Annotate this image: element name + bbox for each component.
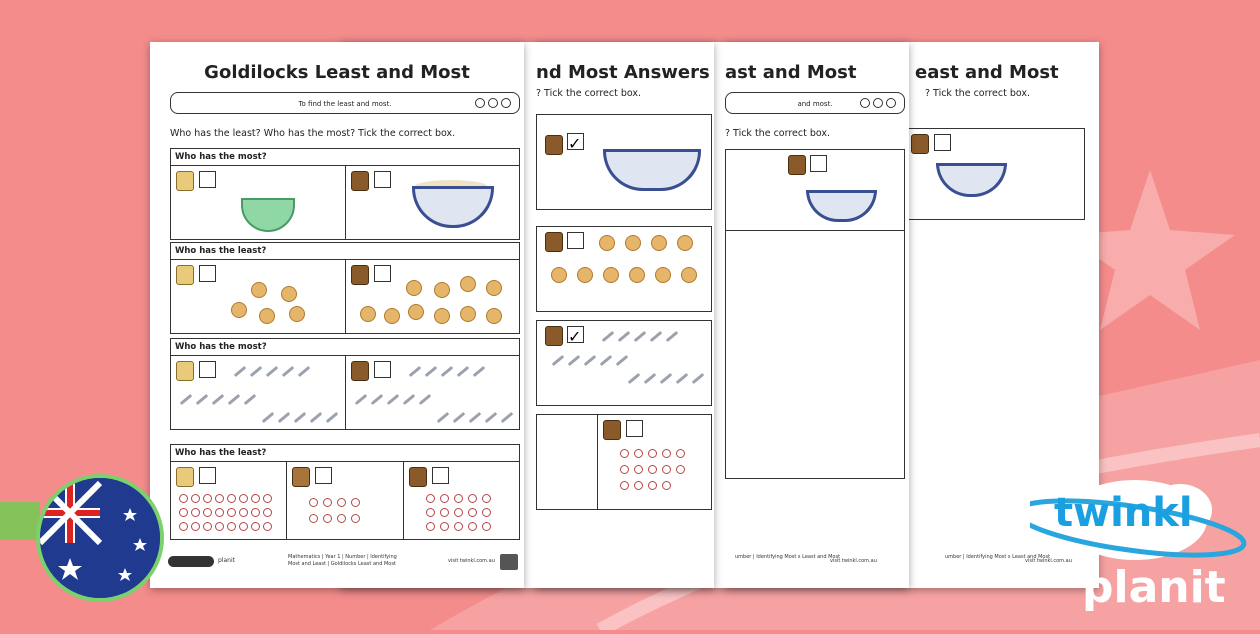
tick-box[interactable]: [199, 171, 216, 188]
answer-cell: [906, 129, 1084, 219]
answer-cell: [537, 321, 711, 405]
objective-box: and most.: [725, 92, 905, 114]
answer-cell: [537, 115, 711, 209]
worksheet-page-1: [150, 42, 524, 588]
answer-cell-goldilocks: [171, 356, 346, 429]
twinkl-wordmark: twinkl: [1054, 490, 1193, 536]
bowl-icon: [806, 190, 877, 222]
objective-box: [170, 92, 520, 114]
objective-text: To find the least and most.: [298, 100, 392, 108]
instruction: Who has the least? Who has the most? Tick the correct box.: [170, 128, 456, 139]
answer-cell: [726, 150, 904, 231]
section: [905, 128, 1085, 220]
bowl-icon: [603, 149, 701, 191]
section: [536, 226, 712, 312]
planit-wordmark: planit: [1082, 562, 1226, 613]
answer-cell-bear: [346, 166, 520, 239]
quality-badge-icon: [500, 554, 518, 570]
answer-cell-bear: [346, 356, 520, 429]
bear-icon: [545, 326, 563, 346]
curriculum-text: Mathematics | Year 1 | Number | Identifying Most and Least | Goldilocks Least and Most: [288, 554, 397, 567]
answer-cell-goldilocks: [171, 462, 287, 539]
section-least-biscuits: [170, 242, 520, 334]
answer-cell: [537, 227, 711, 311]
instruction: ? Tick the correct box.: [925, 88, 1031, 99]
tick-box[interactable]: [374, 265, 391, 282]
goldilocks-icon: [176, 171, 194, 191]
page-title: east and Most: [915, 62, 1059, 83]
answer-cell-father-bear: [404, 462, 519, 539]
section: [536, 414, 712, 510]
tick-box[interactable]: [626, 420, 643, 437]
tick-box[interactable]: [199, 265, 216, 282]
section-most-spoons: [170, 338, 520, 430]
planit-label: planit: [218, 557, 235, 564]
tick-box[interactable]: [432, 467, 449, 484]
page-title: Goldilocks Least and Most: [204, 62, 470, 83]
blue-bowl-icon: [412, 186, 494, 228]
section-heading: Who has the least?: [171, 445, 519, 462]
goldilocks-icon: [176, 361, 194, 381]
bear-icon: [911, 134, 929, 154]
answer-cell-bear: [346, 260, 520, 333]
footer: umber | Identifying Most s Least and Most visit twinkl.com.au: [735, 554, 877, 564]
answer-cell: [598, 415, 711, 509]
section-heading: Who has the least?: [171, 243, 519, 260]
bear-icon: [603, 420, 621, 440]
section-heading: Who has the most?: [171, 149, 519, 166]
instruction: ? Tick the correct box.: [536, 88, 642, 99]
tick-box[interactable]: [810, 155, 827, 172]
answer-cell-mother-bear: [287, 462, 403, 539]
tick-box[interactable]: [199, 361, 216, 378]
green-bar: [0, 502, 40, 540]
bear-icon: [351, 265, 369, 285]
bowl-icon: [936, 163, 1007, 197]
section: [536, 114, 712, 210]
instruction: ? Tick the correct box.: [725, 128, 831, 139]
section-least-clocks: [170, 444, 520, 540]
tick-box[interactable]: [374, 361, 391, 378]
footer: umber | Identifying Most s Least and Most visit twinkl.com.au: [945, 554, 1072, 564]
bear-icon: [351, 171, 369, 191]
bear-icon: [409, 467, 427, 487]
goldilocks-icon: [176, 265, 194, 285]
tick-box[interactable]: [567, 232, 584, 249]
tick-box[interactable]: [934, 134, 951, 151]
section: [725, 149, 905, 479]
twinkl-planit-logo: [1030, 470, 1260, 634]
goldilocks-icon: [176, 467, 194, 487]
bear-icon: [351, 361, 369, 381]
bear-icon: [545, 232, 563, 252]
bear-icon: [292, 467, 310, 487]
section: [536, 320, 712, 406]
answer-cell-goldilocks: [171, 260, 346, 333]
bear-icon: [788, 155, 806, 175]
progress-dots: [475, 98, 511, 108]
australia-flag-icon: [36, 474, 164, 602]
section-heading: Who has the most?: [171, 339, 519, 356]
page-title: ast and Most: [725, 62, 857, 83]
twinkl-logo-icon: [168, 556, 214, 567]
section-most-bowls: [170, 148, 520, 240]
tick-box[interactable]: ✓: [567, 133, 584, 150]
tick-box[interactable]: [315, 467, 332, 484]
tick-box[interactable]: [374, 171, 391, 188]
tick-box[interactable]: ✓: [567, 326, 584, 343]
green-bowl-icon: [241, 198, 295, 232]
answer-cell-goldilocks: [171, 166, 346, 239]
bear-icon: [545, 135, 563, 155]
website-link[interactable]: visit twinkl.com.au: [448, 558, 495, 564]
tick-box[interactable]: [199, 467, 216, 484]
answer-cell: [537, 415, 598, 509]
footer: [168, 552, 518, 574]
page-title: nd Most Answers: [536, 62, 710, 83]
